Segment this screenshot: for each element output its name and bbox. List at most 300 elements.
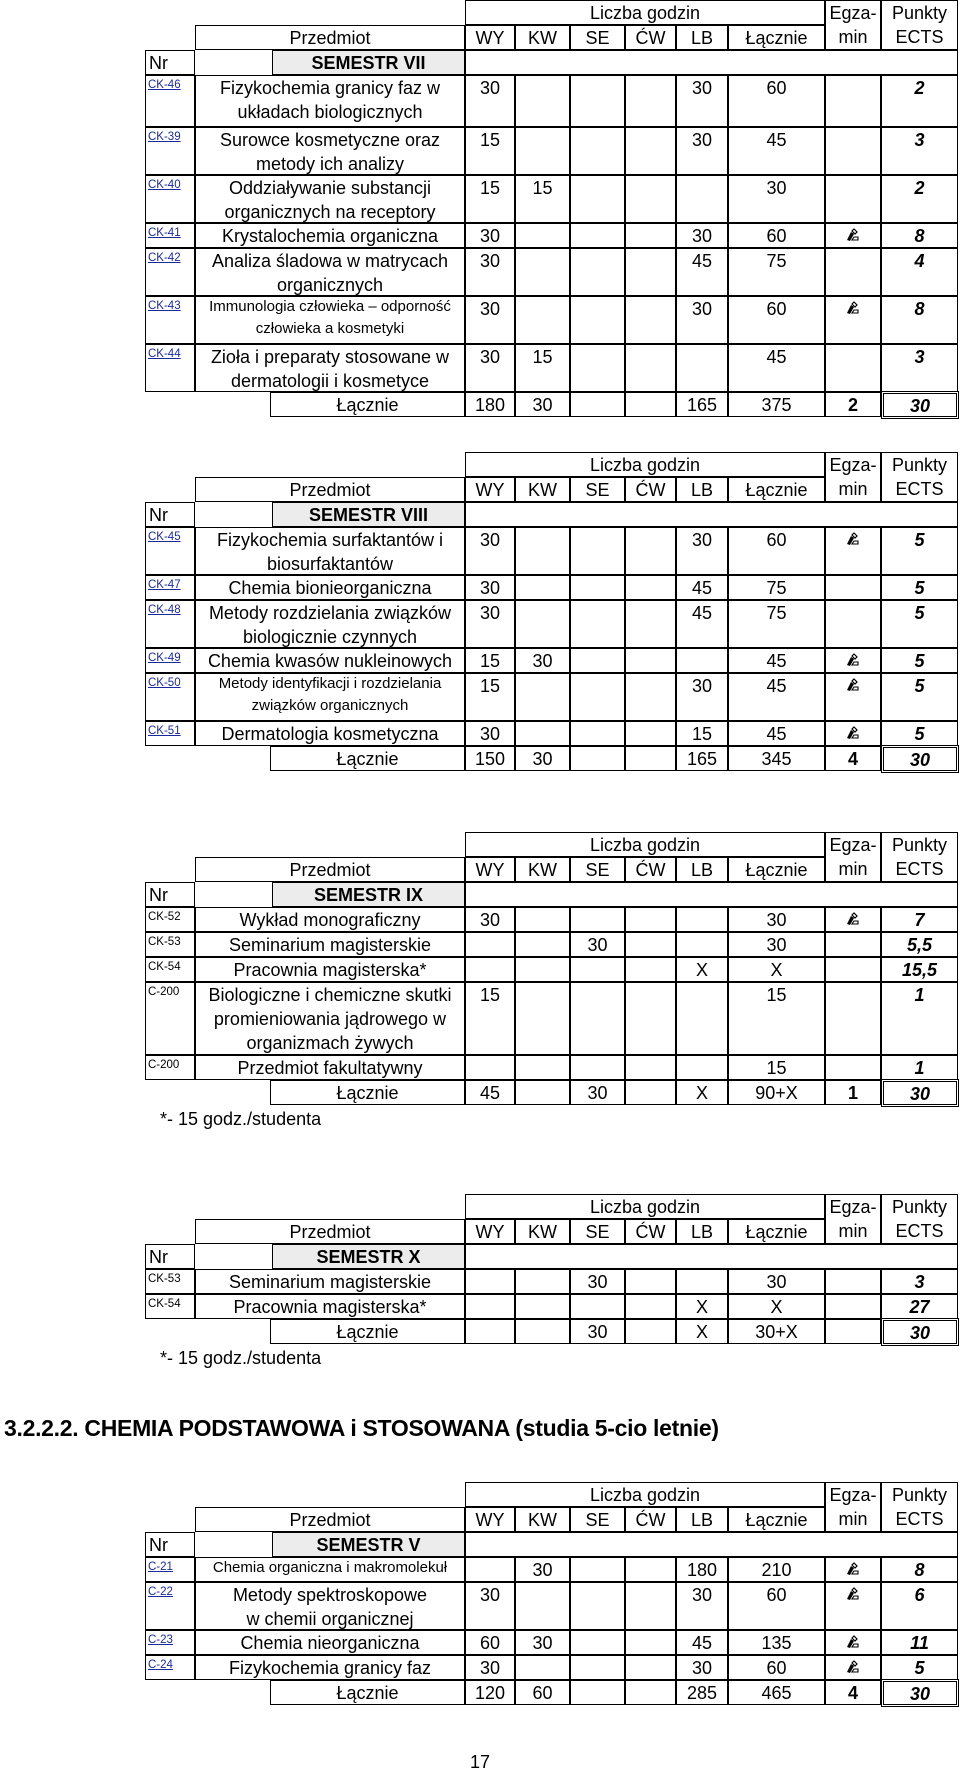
hours-value-kw xyxy=(515,1583,570,1607)
totals-label: Łącznie xyxy=(270,392,465,417)
exam-header-top: Egza- xyxy=(829,835,877,855)
ects-value: 7 xyxy=(914,910,925,930)
hours-value-total: 60 xyxy=(766,1658,787,1678)
exam-hand-icon xyxy=(845,912,859,926)
hours-value-kw xyxy=(515,576,570,600)
totals-value-wy: 180 xyxy=(465,392,515,417)
subject-header: Przedmiot xyxy=(195,477,465,502)
course-code-link[interactable]: CK-39 xyxy=(148,131,181,143)
hours-value-cw xyxy=(625,983,676,1007)
hours-value-kw: 30 xyxy=(532,651,553,671)
course-code: C-200 xyxy=(148,1059,180,1071)
totals-exam: 1 xyxy=(825,1080,881,1105)
column-header-lb: LB xyxy=(676,25,728,50)
column-header-se: SE xyxy=(570,857,625,882)
hours-value-se xyxy=(570,958,625,982)
hours-value-se xyxy=(570,176,625,200)
column-header-wy: WY xyxy=(465,1507,515,1532)
ects-value: 2 xyxy=(914,78,925,98)
semester-title: SEMESTR VII xyxy=(272,50,465,75)
column-header-wy: WY xyxy=(465,857,515,882)
column-header-kw: KW xyxy=(515,1219,570,1244)
ects-value: 3 xyxy=(914,1272,925,1292)
hours-value-total: 210 xyxy=(761,1560,792,1580)
hours-value-kw xyxy=(515,601,570,625)
hours-value-kw xyxy=(515,224,570,248)
column-header-cw: ĆW xyxy=(625,857,676,882)
column-header-total: Łącznie xyxy=(728,477,825,502)
column-header-kw: KW xyxy=(515,1507,570,1532)
hours-value-se xyxy=(570,1631,625,1655)
totals-value-se xyxy=(570,746,625,771)
subject-header: Przedmiot xyxy=(195,857,465,882)
exam-header-bottom: min xyxy=(838,859,868,879)
hours-value-total: 135 xyxy=(761,1633,792,1653)
hours-value-cw xyxy=(625,1270,676,1294)
hours-group-header: Liczba godzin xyxy=(589,455,701,475)
course-code-link[interactable]: C-21 xyxy=(148,1561,173,1573)
hours-value-kw: 30 xyxy=(532,1560,553,1580)
semester-row-spacer xyxy=(465,502,958,527)
hours-value-total: 45 xyxy=(766,724,787,744)
exam-hand-icon xyxy=(845,1635,859,1649)
course-code: CK-53 xyxy=(148,1273,181,1285)
subject-name-line: Krystalochemia organiczna xyxy=(221,226,439,246)
footnote: *- 15 godz./studenta xyxy=(160,1109,322,1129)
hours-group-header: Liczba godzin xyxy=(589,1485,701,1505)
hours-value-wy: 30 xyxy=(479,578,501,598)
hours-value-lb: 45 xyxy=(691,578,713,598)
totals-value-kw: 30 xyxy=(515,392,570,417)
hours-value-wy: 30 xyxy=(479,347,501,367)
subject-name-line: biosurfaktantów xyxy=(266,554,394,574)
exam-cell xyxy=(825,575,881,600)
exam-cell xyxy=(825,600,881,648)
hours-value-wy xyxy=(465,1056,515,1080)
subject-name-line: Oddziaływanie substancji xyxy=(228,178,432,198)
semester-row-spacer xyxy=(465,1244,958,1269)
hours-value-kw xyxy=(515,1056,570,1080)
hours-value-wy: 15 xyxy=(479,130,501,150)
subject-name-line: Biologiczne i chemiczne skutki xyxy=(208,985,452,1005)
hours-value-se: 30 xyxy=(587,935,608,955)
hours-value-kw xyxy=(515,933,570,957)
subject-name-line: Dermatologia kosmetyczna xyxy=(221,724,439,744)
subject-name-line: Seminarium magisterskie xyxy=(228,1272,432,1292)
hours-value-cw xyxy=(625,649,676,673)
course-code: CK-52 xyxy=(148,911,181,923)
hours-value-wy xyxy=(465,1558,515,1582)
hours-value-kw xyxy=(515,983,570,1007)
hours-value-se xyxy=(570,249,625,273)
course-code-link[interactable]: CK-42 xyxy=(148,252,181,264)
totals-value-kw xyxy=(515,1080,570,1105)
semester-title: SEMESTR V xyxy=(272,1532,465,1557)
exam-header-bottom: min xyxy=(838,1509,868,1529)
exam-hand-icon xyxy=(845,301,859,315)
hours-value-total: 75 xyxy=(766,578,787,598)
hours-group-header: Liczba godzin xyxy=(589,1197,701,1217)
course-code-link[interactable]: CK-41 xyxy=(148,227,181,239)
course-code-link[interactable]: CK-40 xyxy=(148,179,181,191)
semester-title: SEMESTR X xyxy=(272,1244,465,1269)
ects-value: 8 xyxy=(914,226,925,246)
hours-value-cw xyxy=(625,297,676,321)
exam-cell xyxy=(825,344,881,392)
ects-value: 5 xyxy=(914,578,925,598)
column-header-total: Łącznie xyxy=(728,857,825,882)
totals-ects: 30 xyxy=(881,1318,959,1346)
ects-header-top: Punkty xyxy=(891,3,948,23)
hours-value-cw xyxy=(625,224,676,248)
ects-value: 5 xyxy=(914,676,925,696)
hours-value-se xyxy=(570,908,625,932)
hours-value-cw xyxy=(625,249,676,273)
hours-value-se xyxy=(570,1583,625,1607)
subject-name-line: Metody identyfikacji i rozdzielania xyxy=(218,675,442,692)
exam-hand-icon xyxy=(845,678,859,692)
totals-value-lb: 165 xyxy=(676,392,728,417)
subject-name-line: Przedmiot fakultatywny xyxy=(237,1058,423,1078)
course-code-link[interactable]: C-23 xyxy=(148,1634,173,1646)
course-code-link[interactable]: CK-48 xyxy=(148,604,181,616)
subject-name-line: promieniowania jądrowego w xyxy=(213,1009,447,1029)
hours-value-lb: 30 xyxy=(691,676,713,696)
hours-value-wy: 30 xyxy=(479,530,501,550)
ects-value: 5 xyxy=(914,530,925,550)
ects-value: 5,5 xyxy=(906,935,933,955)
ects-value: 27 xyxy=(909,1297,930,1317)
subject-name-line: Analiza śladowa w matrycach xyxy=(211,251,449,271)
hours-value-kw xyxy=(515,674,570,698)
subject-name-line: układach biologicznych xyxy=(237,102,423,122)
hours-value-kw: 15 xyxy=(532,178,553,198)
course-code-link[interactable]: CK-46 xyxy=(148,79,181,91)
hours-value-kw xyxy=(515,249,570,273)
hours-value-se xyxy=(570,1558,625,1582)
exam-cell xyxy=(825,957,881,982)
subject-name-line: Chemia kwasów nukleinowych xyxy=(207,651,453,671)
totals-value-total: 90+X xyxy=(728,1080,825,1105)
hours-value-se xyxy=(570,674,625,698)
course-code-link[interactable]: CK-49 xyxy=(148,652,181,664)
hours-value-cw xyxy=(625,1558,676,1582)
totals-ects: 30 xyxy=(881,1079,959,1107)
course-code-link[interactable]: CK-47 xyxy=(148,579,181,591)
hours-value-se xyxy=(570,576,625,600)
hours-value-se: 30 xyxy=(587,1272,608,1292)
hours-value-kw xyxy=(515,528,570,552)
hours-value-wy: 15 xyxy=(479,985,501,1005)
semester-title: SEMESTR IX xyxy=(272,882,465,907)
totals-value-wy: 45 xyxy=(465,1080,515,1105)
hours-value-se xyxy=(570,1656,625,1680)
hours-value-se xyxy=(570,722,625,746)
column-header-lb: LB xyxy=(676,857,728,882)
ects-value: 5 xyxy=(914,724,925,744)
hours-value-lb xyxy=(676,933,728,957)
subject-name-line: Pracownia magisterska* xyxy=(233,1297,427,1317)
ects-header-top: Punkty xyxy=(891,835,948,855)
column-header-cw: ĆW xyxy=(625,25,676,50)
hours-value-total: 75 xyxy=(766,251,787,271)
semester-row-spacer xyxy=(465,1532,958,1557)
hours-value-wy: 30 xyxy=(479,603,501,623)
hours-value-total: 45 xyxy=(766,130,787,150)
totals-value-total: 375 xyxy=(728,392,825,417)
ects-value: 5 xyxy=(914,651,925,671)
column-header-se: SE xyxy=(570,25,625,50)
hours-value-se xyxy=(570,76,625,100)
hours-value-lb xyxy=(676,908,728,932)
footnote: *- 15 godz./studenta xyxy=(160,1348,322,1368)
exam-cell xyxy=(825,932,881,957)
hours-value-total: 45 xyxy=(766,347,787,367)
hours-value-wy xyxy=(465,958,515,982)
totals-value-cw xyxy=(625,1080,676,1105)
hours-value-wy: 30 xyxy=(479,1585,501,1605)
totals-value-wy: 150 xyxy=(465,746,515,771)
hours-value-kw xyxy=(515,722,570,746)
course-code-link[interactable]: CK-51 xyxy=(148,725,181,737)
column-header-wy: WY xyxy=(465,477,515,502)
course-code-link[interactable]: CK-50 xyxy=(148,677,181,689)
hours-value-total: X xyxy=(770,960,783,980)
hours-value-total: 45 xyxy=(766,651,787,671)
hours-value-lb: 30 xyxy=(691,130,713,150)
subject-name-line: Metody rozdzielania związków xyxy=(208,603,452,623)
hours-value-total: 60 xyxy=(766,530,787,550)
ects-value: 8 xyxy=(914,1560,925,1580)
totals-value-total: 345 xyxy=(728,746,825,771)
hours-value-lb xyxy=(676,1056,728,1080)
hours-value-cw xyxy=(625,1056,676,1080)
hours-value-cw xyxy=(625,908,676,932)
hours-value-cw xyxy=(625,176,676,200)
hours-value-lb: 30 xyxy=(691,226,713,246)
column-header-cw: ĆW xyxy=(625,1219,676,1244)
exam-hand-icon xyxy=(845,1562,859,1576)
totals-exam xyxy=(825,1319,881,1344)
totals-ects: 30 xyxy=(881,391,959,419)
exam-header-top: Egza- xyxy=(829,1197,877,1217)
semester-row-spacer xyxy=(465,882,958,907)
totals-value-se xyxy=(570,392,625,417)
nr-header: Nr xyxy=(145,882,195,907)
hours-value-cw xyxy=(625,722,676,746)
hours-value-lb xyxy=(676,649,728,673)
course-code-link[interactable]: CK-44 xyxy=(148,348,181,360)
course-code-link[interactable]: CK-45 xyxy=(148,531,181,543)
nr-header: Nr xyxy=(145,1244,195,1269)
hours-value-se xyxy=(570,345,625,369)
totals-exam: 2 xyxy=(825,392,881,417)
ects-value: 15,5 xyxy=(901,960,938,980)
ects-value: 1 xyxy=(914,985,925,1005)
hours-value-wy: 60 xyxy=(479,1633,501,1653)
hours-value-lb xyxy=(676,983,728,1007)
hours-group-header: Liczba godzin xyxy=(589,835,701,855)
subject-name-line: Zioła i preparaty stosowane w xyxy=(210,347,450,367)
exam-header-top: Egza- xyxy=(829,3,877,23)
column-header-wy: WY xyxy=(465,25,515,50)
hours-value-wy: 30 xyxy=(479,78,501,98)
hours-value-se xyxy=(570,1056,625,1080)
totals-exam: 4 xyxy=(825,1680,881,1705)
subject-header: Przedmiot xyxy=(195,1219,465,1244)
hours-value-lb: X xyxy=(695,1297,708,1317)
hours-value-total: 15 xyxy=(766,985,787,1005)
hours-value-total: 30 xyxy=(766,178,787,198)
hours-value-kw: 30 xyxy=(532,1633,553,1653)
subject-name-line: biologicznie czynnych xyxy=(242,627,418,647)
totals-value-kw xyxy=(515,1319,570,1344)
hours-value-total: 30 xyxy=(766,1272,787,1292)
hours-value-total: 15 xyxy=(766,1058,787,1078)
hours-value-lb: 30 xyxy=(691,299,713,319)
totals-label: Łącznie xyxy=(270,1680,465,1705)
hours-value-wy: 15 xyxy=(479,676,501,696)
subject-name-line: Fizykochemia granicy faz w xyxy=(219,78,441,98)
column-header-kw: KW xyxy=(515,857,570,882)
subject-name-line: Chemia nieorganiczna xyxy=(240,1633,420,1653)
exam-hand-icon xyxy=(845,1587,859,1601)
hours-value-lb: 45 xyxy=(691,603,713,623)
hours-value-kw xyxy=(515,1656,570,1680)
hours-value-cw xyxy=(625,1631,676,1655)
subject-name-line: Pracownia magisterska* xyxy=(233,960,427,980)
hours-value-lb: 30 xyxy=(691,78,713,98)
totals-value-se: 30 xyxy=(570,1319,625,1344)
hours-value-lb: 30 xyxy=(691,1658,713,1678)
subject-name-line: Immunologia człowieka – odporność xyxy=(209,298,451,315)
totals-value-cw xyxy=(625,1319,676,1344)
totals-label: Łącznie xyxy=(270,746,465,771)
totals-value-cw xyxy=(625,392,676,417)
course-code: CK-53 xyxy=(148,936,181,948)
hours-value-total: 45 xyxy=(766,676,787,696)
hours-value-cw xyxy=(625,674,676,698)
ects-value: 4 xyxy=(914,251,925,271)
subject-name-line: Fizykochemia granicy faz xyxy=(228,1658,432,1678)
exam-cell xyxy=(825,75,881,127)
hours-value-cw xyxy=(625,576,676,600)
subject-name-line: w chemii organicznej xyxy=(246,1609,414,1629)
hours-value-kw xyxy=(515,1270,570,1294)
column-header-cw: ĆW xyxy=(625,477,676,502)
hours-value-kw xyxy=(515,1295,570,1319)
totals-value-lb: 165 xyxy=(676,746,728,771)
subject-name-line: organicznych na receptory xyxy=(224,202,436,222)
column-header-total: Łącznie xyxy=(728,1219,825,1244)
hours-value-lb: 45 xyxy=(691,1633,713,1653)
course-code-link[interactable]: C-22 xyxy=(148,1586,173,1598)
hours-value-se xyxy=(570,983,625,1007)
nr-header: Nr xyxy=(145,1532,195,1557)
ects-header-top: Punkty xyxy=(891,1485,948,1505)
hours-value-total: X xyxy=(770,1297,783,1317)
ects-value: 3 xyxy=(914,347,925,367)
hours-value-se xyxy=(570,649,625,673)
semester-title: SEMESTR VIII xyxy=(272,502,465,527)
subject-name-line: Chemia bionieorganiczna xyxy=(228,578,432,598)
course-code-link[interactable]: C-24 xyxy=(148,1659,173,1671)
exam-hand-icon xyxy=(845,653,859,667)
hours-value-total: 60 xyxy=(766,78,787,98)
hours-value-lb: 30 xyxy=(691,1585,713,1605)
ects-header-bottom: ECTS xyxy=(895,1509,944,1529)
hours-value-wy xyxy=(465,1295,515,1319)
column-header-se: SE xyxy=(570,477,625,502)
hours-value-se xyxy=(570,128,625,152)
exam-hand-icon xyxy=(845,228,859,242)
totals-value-cw xyxy=(625,1680,676,1705)
exam-header-bottom: min xyxy=(838,479,868,499)
subject-header: Przedmiot xyxy=(195,25,465,50)
totals-value-cw xyxy=(625,746,676,771)
hours-value-wy xyxy=(465,933,515,957)
hours-value-kw: 15 xyxy=(532,347,553,367)
exam-cell xyxy=(825,1294,881,1319)
exam-cell xyxy=(825,248,881,296)
subject-name-line: organizmach żywych xyxy=(246,1033,414,1053)
totals-value-total: 30+X xyxy=(728,1319,825,1344)
totals-ects: 30 xyxy=(881,1679,959,1707)
hours-value-wy: 30 xyxy=(479,1658,501,1678)
course-code: CK-54 xyxy=(148,1298,181,1310)
exam-header-bottom: min xyxy=(838,27,868,47)
exam-cell xyxy=(825,1269,881,1294)
ects-value: 5 xyxy=(914,1658,925,1678)
hours-value-kw xyxy=(515,128,570,152)
hours-value-kw xyxy=(515,297,570,321)
totals-exam: 4 xyxy=(825,746,881,771)
hours-value-lb: 180 xyxy=(686,1560,718,1580)
hours-value-lb: 15 xyxy=(691,724,713,744)
hours-value-cw xyxy=(625,1295,676,1319)
subject-name-line: Fizykochemia surfaktantów i xyxy=(216,530,444,550)
column-header-lb: LB xyxy=(676,477,728,502)
nr-header: Nr xyxy=(145,502,195,527)
totals-value-kw: 30 xyxy=(515,746,570,771)
hours-value-cw xyxy=(625,1656,676,1680)
hours-value-lb: 45 xyxy=(691,251,713,271)
subject-name-line: człowieka a kosmetyki xyxy=(255,320,405,337)
ects-value: 5 xyxy=(914,603,925,623)
hours-value-wy: 30 xyxy=(479,226,501,246)
hours-value-total: 30 xyxy=(766,910,787,930)
course-code: CK-54 xyxy=(148,961,181,973)
column-header-kw: KW xyxy=(515,25,570,50)
ects-header-top: Punkty xyxy=(891,455,948,475)
hours-value-total: 60 xyxy=(766,299,787,319)
totals-value-lb: 285 xyxy=(676,1680,728,1705)
hours-value-cw xyxy=(625,76,676,100)
ects-header-top: Punkty xyxy=(891,1197,948,1217)
exam-hand-icon xyxy=(845,726,859,740)
totals-value-wy: 120 xyxy=(465,1680,515,1705)
hours-value-cw xyxy=(625,128,676,152)
hours-value-lb: 30 xyxy=(691,530,713,550)
totals-value-lb: X xyxy=(676,1080,728,1105)
hours-value-wy: 15 xyxy=(479,651,501,671)
totals-value-se xyxy=(570,1680,625,1705)
page-number: 17 xyxy=(469,1752,491,1772)
course-code-link[interactable]: CK-43 xyxy=(148,300,181,312)
ects-value: 1 xyxy=(914,1058,925,1078)
hours-value-se xyxy=(570,528,625,552)
exam-header-top: Egza- xyxy=(829,455,877,475)
